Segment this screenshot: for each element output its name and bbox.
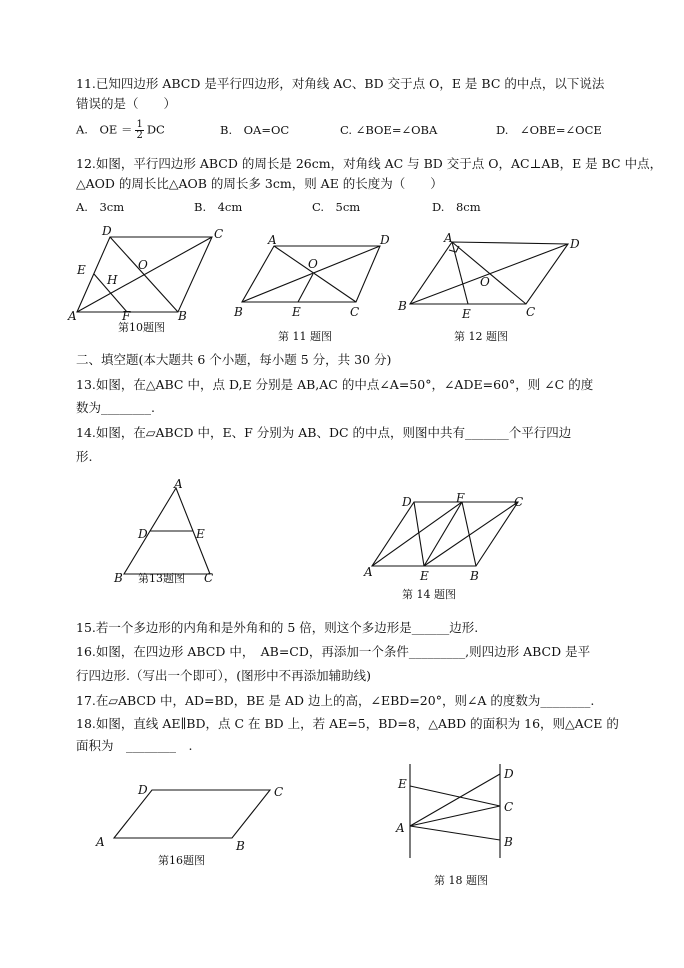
figure-12 bbox=[396, 230, 596, 348]
fig14-segment-ec bbox=[424, 502, 518, 566]
fig18-caption: 第 18 题图 bbox=[434, 874, 488, 887]
q12-option-b: B. 4cm bbox=[194, 200, 243, 214]
fig14-segment-af bbox=[372, 502, 462, 566]
q11-option-b: B. OA=OC bbox=[220, 123, 290, 137]
section-2-heading: 二、填空题(本大题共 6 个小题，每小题 5 分，共 30 分) bbox=[76, 352, 392, 367]
fig18-label-c: C bbox=[504, 800, 514, 814]
fig13-label-b: B bbox=[114, 571, 123, 585]
fig18-label-a: A bbox=[396, 821, 405, 835]
fig14-label-e: E bbox=[420, 569, 429, 583]
fraction-denominator: 2 bbox=[136, 130, 143, 141]
fig11-label-e: E bbox=[292, 305, 301, 319]
q12-stem-line2: △AOD 的周长比△AOB 的周长多 3cm，则 AE 的长度为（ ） bbox=[76, 176, 443, 191]
fig11-label-b: B bbox=[234, 305, 243, 319]
fig12-label-a: A bbox=[444, 231, 453, 245]
fig10-label-f: F bbox=[122, 309, 131, 323]
figure-18 bbox=[390, 760, 530, 890]
figure-14 bbox=[358, 490, 538, 604]
q11-option-a bbox=[76, 120, 165, 141]
fig16-label-b: B bbox=[236, 839, 245, 853]
fraction-numerator: 1 bbox=[136, 119, 143, 130]
fig12-caption: 第 12 题图 bbox=[454, 330, 508, 343]
fig14-parallelogram bbox=[372, 502, 518, 566]
q11-option-c: C. ∠BOE=∠OBA bbox=[340, 123, 438, 137]
fig14-label-f: F bbox=[456, 491, 465, 505]
fig18-segment-ab bbox=[410, 826, 500, 840]
fig18-segment-ad bbox=[410, 774, 500, 826]
q13-line1: 13.如图，在△ABC 中，点 D,E 分别是 AB,AC 的中点∠A=50°，∠ADE=60°，则 ∠C 的度 bbox=[76, 377, 594, 392]
fig11-label-a: A bbox=[268, 233, 277, 247]
fig11-label-c: C bbox=[350, 305, 360, 319]
fig14-label-a: A bbox=[364, 565, 373, 579]
fig18-segment-ec bbox=[410, 786, 500, 806]
fig11-diagonal-ac bbox=[274, 246, 356, 302]
fig10-label-c: C bbox=[214, 227, 224, 241]
q15: 15.若一个多边形的内角和是外角和的 5 倍，则这个多边形是______边形. bbox=[76, 620, 479, 635]
fig12-label-d: D bbox=[570, 237, 580, 251]
fig11-label-d: D bbox=[380, 233, 390, 247]
q12-stem-line1: 12.如图，平行四边形 ABCD 的周长是 26cm，对角线 AC 与 BD 交于点 O，AC⊥AB，E 是 BC 中点， bbox=[76, 156, 663, 171]
fig13-label-a: A bbox=[174, 477, 183, 491]
q12-option-d: D. 8cm bbox=[432, 200, 481, 214]
fig14-label-c: C bbox=[514, 495, 524, 509]
q11-stem-line2: 错误的是（ ） bbox=[76, 96, 177, 111]
fig16-label-a: A bbox=[96, 835, 105, 849]
q12-option-a: A. 3cm bbox=[76, 200, 125, 214]
q11-option-a-suffix: DC bbox=[146, 122, 165, 137]
q11-option-d: D. ∠OBE=∠OCE bbox=[496, 123, 602, 137]
fig13-label-d: D bbox=[138, 527, 148, 541]
fig18-label-e: E bbox=[398, 777, 407, 791]
fig14-caption: 第 14 题图 bbox=[402, 588, 456, 601]
q17: 17.在▱ABCD 中，AD=BD，BE 是 AD 边上的高，∠EBD=20°，则∠A 的度数为________. bbox=[76, 693, 595, 708]
fig10-label-e: E bbox=[77, 263, 86, 277]
q11-stem-line1: 11.已知四边形 ABCD 是平行四边形，对角线 AC、BD 交于点 O，E 是 BC 的中点，以下说法 bbox=[76, 76, 605, 91]
q18-line1: 18.如图，直线 AE∥BD，点 C 在 BD 上，若 AE=5，BD=8，△ABD 的面积为 16，则△ACE 的 bbox=[76, 716, 619, 731]
fig12-label-e: E bbox=[462, 307, 471, 321]
fig14-segment-de bbox=[414, 502, 424, 566]
fraction-half bbox=[135, 120, 143, 141]
fig18-label-b: B bbox=[504, 835, 513, 849]
fig16-parallelogram bbox=[114, 790, 270, 838]
fig14-segment-fb bbox=[462, 502, 476, 566]
fig10-label-h: H bbox=[107, 273, 118, 287]
fig10-diagonal-db bbox=[110, 237, 178, 312]
fig14-segment-ef bbox=[424, 502, 462, 566]
fig14-label-d: D bbox=[402, 495, 412, 509]
fig10-label-d: D bbox=[102, 224, 112, 238]
figure-13 bbox=[110, 478, 230, 594]
fig10-label-a: A bbox=[68, 309, 77, 323]
q11-option-a-prefix: A. OE ＝ bbox=[76, 122, 133, 137]
fig10-label-b: B bbox=[178, 309, 187, 323]
fig12-label-o: O bbox=[480, 275, 490, 289]
figure-11 bbox=[230, 232, 400, 348]
fig18-segment-ac bbox=[410, 806, 500, 826]
figure-16 bbox=[90, 774, 300, 874]
fig14-label-b: B bbox=[470, 569, 479, 583]
fig12-label-b: B bbox=[398, 299, 407, 313]
fig13-label-c: C bbox=[204, 571, 214, 585]
fig10-caption: 第10题图 bbox=[118, 321, 165, 334]
fig16-caption: 第16题图 bbox=[158, 854, 205, 867]
fig11-caption: 第 11 题图 bbox=[278, 330, 332, 343]
fig12-label-c: C bbox=[526, 305, 536, 319]
fig16-label-d: D bbox=[138, 783, 148, 797]
fig13-label-e: E bbox=[196, 527, 205, 541]
fig18-label-d: D bbox=[504, 767, 514, 781]
fig12-diagonal-ac bbox=[452, 242, 526, 304]
q16-line2: 行四边形.（写出一个即可），(图形中不再添加辅助线) bbox=[76, 668, 371, 683]
fig12-diagonal-db bbox=[410, 244, 568, 304]
q12-option-c: C. 5cm bbox=[312, 200, 361, 214]
q14-line2: 形. bbox=[76, 449, 93, 464]
q13-line2: 数为________. bbox=[76, 400, 155, 415]
figure-10 bbox=[60, 224, 230, 342]
q16-line1: 16.如图，在四边形 ABCD 中， AB=CD，再添加一个条件_________,则四边形 ABCD 是平 bbox=[76, 644, 591, 659]
q14-line1: 14.如图，在▱ABCD 中，E、F 分别为 AB、DC 的中点，则图中共有_______个平行四边 bbox=[76, 425, 572, 440]
q18-line2: 面积为 ________ . bbox=[76, 738, 193, 753]
fig10-label-o: O bbox=[138, 258, 148, 272]
fig11-label-o: O bbox=[308, 257, 318, 271]
fig16-label-c: C bbox=[274, 785, 284, 799]
fig13-caption: 第13题图 bbox=[138, 572, 185, 585]
